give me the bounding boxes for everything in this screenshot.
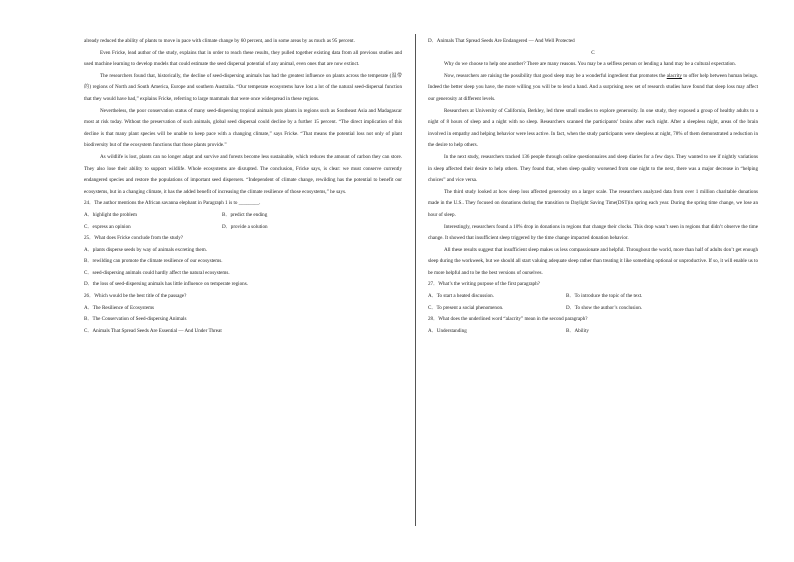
right-column [428,36,758,337]
question-25-option-b: B．rewilding can promote the climate resilience of our ecosystems. [84,258,223,265]
question-26-stem: 26．Which would be the best title of the passage? [84,293,187,300]
question-24-options-row1 [84,210,402,222]
question-24-option-c: C．express an opinion [84,223,131,230]
left-column [84,36,402,337]
question-24-options-row2 [84,222,402,234]
question-27-option-b: B．To introduce the topic of the text. [566,293,643,300]
passage-b-continuation: already reduced the ability of plants to move in pace with climate change by 60 percent, and in some areas by as much as 95 percent. [84,38,355,44]
question-27-options-row2 [428,303,758,315]
passage-b-paragraph-researchers: The researchers found that, historically, the decline of seed-dispersing animals has had the greatest influence on plants across the temperate (温带的) regions of North and South America, Europe and southern Australia. “Our temperate ecosystems have lost a lot of the natural seed-dispersal function that they would have had,” explains Fricke, referring to large mammals that were once widespread in these regions. [84,72,402,102]
passage-c-paragraph-4: In the next study, researchers tracked 136 people through online questionnaires and sleep diaries for a few days. They wanted to see if nightly variations in sleep affected their desire to help others. They found that, when sleep quality worsened from one night to the next, there was a major decrease in “helping choices” and vice versa. [428,153,758,184]
question-24-option-a: A．highlight the problem [84,211,137,218]
question-24-stem: 24．The author mentions the African savanna elephant in Paragraph 1 is to ________. [84,200,261,207]
question-24-option-d: D．provide a solution [222,223,268,230]
passage-c-paragraph-3: Researchers at University of California, Berkley, led three small studies to explore generosity. In one study, they exposed a group of healthy adults to a night of 8 hours of sleep and a night with no sleep. Researchers scanned the participants’ brains after each night. After a sleepless night, areas of the brain involved in empathy and helping behavior were less active. In fact, when the study participants were sleepless at night, 78% of them demonstrated a reduction in the desire to help others. [428,107,758,149]
question-27-stem: 27．What’s the writing purpose of the first paragraph? [428,281,540,288]
question-27-option-d: D．To show the author’s conclusion. [566,304,643,311]
question-28-options-row1 [428,326,758,338]
question-28-option-a: A．Understanding [428,327,467,334]
question-26-option-c: C．Animals That Spread Seeds Are Essential — And Under Threat [84,327,222,334]
question-26-option-b: B．The Conservation of Seed-dispersing Animals [84,316,187,323]
passage-c-paragraph-7: All these results suggest that insufficient sleep makes us less compassionate and helpful. Throughout the world, more than half of adults don’t get enough sleep during the workweek, but we should all start valuing adequate sleep rather than treating it like something optional or unproductive. If so, it will enable us to be more helpful and to be the best versions of ourselves. [428,246,758,276]
section-heading-c: C [591,49,595,56]
question-25-stem: 25．What does Fricke conclude from the study? [84,235,184,242]
passage-b-paragraph-fricke: Even Fricke, lead author of the study, explains that in order to reach these results, they pulled together existing data from all previous studies and used machine learning to develop models that could estimate the seed dispersal potential of any animal, even ones that are now extinct. [84,49,402,68]
question-28-stem: 28．What does the underlined word “alacrity” mean in the second paragraph? [428,316,588,323]
question-27-option-c: C．To present a social phenomenon. [428,304,504,311]
underlined-word-alacrity: alacrity [666,72,682,79]
passage-c-paragraph-5: The third study looked at how sleep loss affected generosity on a larger scale. The researchers analyzed data from over 1 million charitable donations made in the U.S.. They focused on donations during the transition to Daylight Saving Time(DST)in spring each year. During the spring time change, we lose an hour of sleep. [428,188,758,218]
passage-c-paragraph-2 [428,71,758,106]
paragraph-2-text-after: to offer help between human beings. Indeed the better sleep you have, the more willing you will be to lend a hand. And a surprising new set of research studies have found that sleep loss may affect our generosity at different levels. [428,72,758,102]
question-26-option-a: A．The Resilience of Ecosystems [84,304,155,311]
question-27-option-a: A．To start a heated discussion. [428,293,494,300]
column-divider [415,34,416,526]
question-28-option-b: B．Ability [566,327,589,334]
question-27-options-row1 [428,291,758,303]
question-25-option-a: A．plants disperse seeds by way of animals excreting them. [84,246,207,253]
question-25-option-d: D．the loss of seed-dispersing animals has little influence on temperate regions. [84,281,248,288]
passage-b-paragraph-nevertheless: Nevertheless, the poor conservation status of many seed-dispersing tropical animals puts plants in regions such as Southeast Asia and Madagascar most at risk today. Without the preservation of such animals, global seed dispersal could decline by a further 15 percent. “The direct implication of this decline is that many plant species will be unable to keep pace with a changing climate,” says Fricke. “That means the potential loss not only of plant biodiversity but of the ecosystem functions that those plants provide.” [84,107,402,149]
passage-b-paragraph-wildlife: As wildlife is lost, plants can no longer adapt and survive and forests become less sustainable, which reduces the amount of carbon they can store. They also lose their ability to support wildlife. Whole ecosystems are disrupted. The conclusion, Fricke says, is clear: we must conserve currently endangered species and restore the populations of important seed dispersers. “Independent of climate change, rewilding has the potential to benefit our ecosystems, but in a changing climate, it has the added benefit of increasing the climate resilience of those ecosystems,” he says. [84,153,402,195]
paragraph-2-text-before: Now, researchers are raising the possibility that good sleep may be a wonderful ingredient that promotes the [444,72,667,79]
question-25-option-c: C．seed-dispersing animals could hardly affect the natural ecosystems. [84,269,230,276]
question-26-option-d: D．Animals That Spread Seeds Are Endangered — And Well Protected [428,38,575,44]
question-24-option-b: B．predict the ending [222,211,268,218]
passage-c-paragraph-6: Interestingly, researchers found a 10% drop in donations in regions that change their clocks. This drop wasn’t seen in regions that didn’t observe the time change. It showed that insufficient sleep triggered by the time change impacted donation behavior. [428,223,758,242]
passage-c-paragraph-1: Why do we choose to help one another? There are many reasons. You may be a selfless person or lending a hand may be a cultural expectation. [444,61,736,68]
